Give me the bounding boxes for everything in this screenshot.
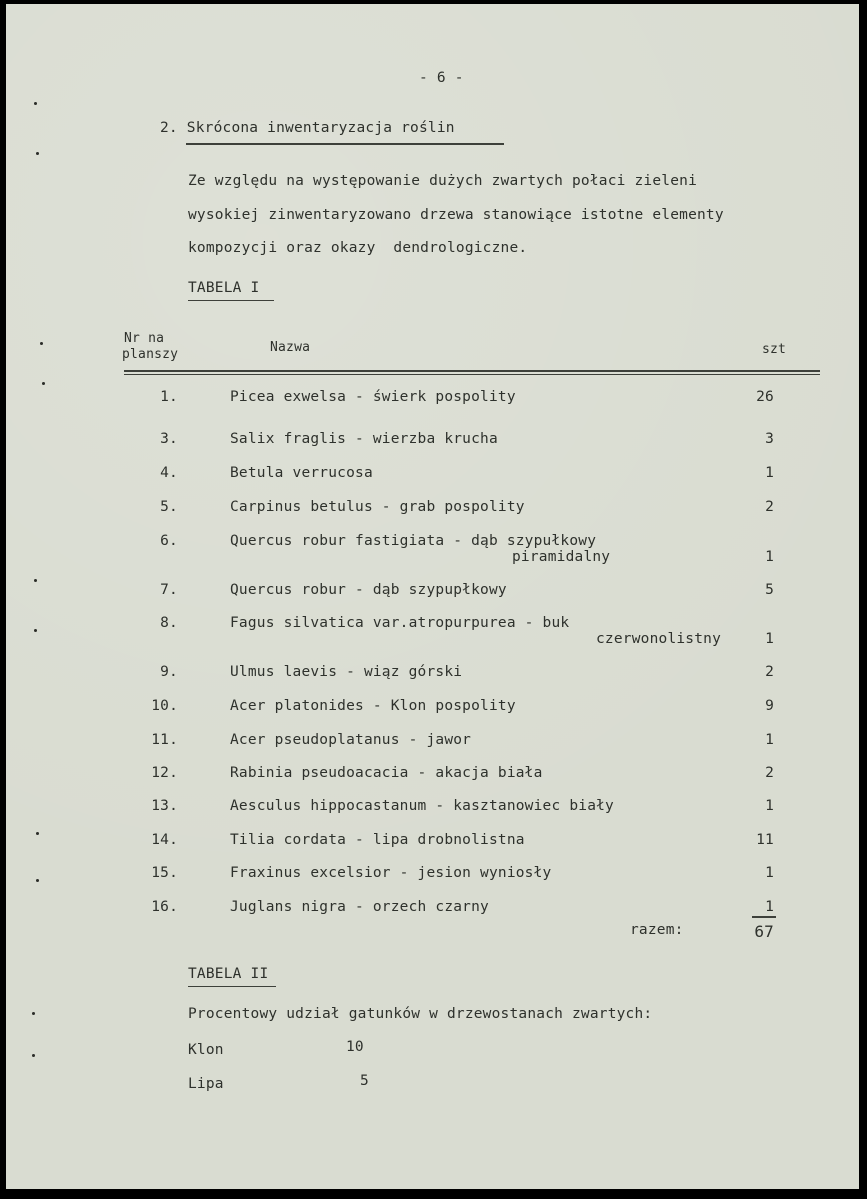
row-name: Rabinia pseudoacacia - akacja biała [230, 765, 543, 781]
document-page [6, 4, 859, 1189]
row-name: Aesculus hippocastanum - kasztanowiec biały [230, 798, 614, 814]
row-quantity: 1 [765, 732, 774, 748]
row-name: Acer platonides - Klon pospolity [230, 698, 516, 714]
row-quantity: 1 [765, 465, 774, 481]
intro-line: Ze względu na występowanie dużych zwartych połaci zieleni [188, 173, 697, 189]
total-value: 67 [754, 922, 774, 941]
margin-mark [34, 579, 37, 582]
row-name: Acer pseudoplatanus - jawor [230, 732, 472, 748]
row-number: 3. [160, 431, 178, 447]
intro-line: kompozycji oraz okazy dendrologiczne. [188, 240, 528, 256]
species-percent: 5 [360, 1073, 369, 1089]
row-number: 9. [160, 664, 178, 680]
total-rule [752, 916, 776, 918]
species-percent: 10 [346, 1039, 364, 1055]
table1-caption: TABELA I [188, 280, 260, 296]
header-nr: planszy [122, 347, 179, 362]
margin-mark [40, 342, 43, 345]
margin-mark [36, 832, 39, 835]
margin-mark [42, 382, 45, 385]
row-name: Carpinus betulus - grab pospolity [230, 499, 525, 515]
row-quantity: 1 [765, 899, 774, 915]
header-name: Nazwa [270, 340, 311, 355]
row-name: Betula verrucosa [230, 465, 373, 481]
row-name-continued: czerwonolistny [596, 631, 722, 647]
row-number: 7. [160, 582, 178, 598]
row-number: 4. [160, 465, 178, 481]
row-number: 8. [160, 615, 178, 631]
row-number: 11. [151, 732, 178, 748]
table2-intro: Procentowy udział gatunków w drzewostanach zwartych: [188, 1006, 653, 1022]
row-number: 12. [151, 765, 178, 781]
row-quantity: 2 [765, 765, 774, 781]
row-number: 6. [160, 533, 178, 549]
margin-mark [32, 1054, 35, 1057]
row-name-continued: piramidalny [512, 549, 611, 565]
table1-header-rule [124, 374, 820, 375]
row-name: Fraxinus excelsior - jesion wyniosły [230, 865, 552, 881]
species-name: Klon [188, 1042, 224, 1058]
row-number: 5. [160, 499, 178, 515]
header-qty: szt [762, 342, 787, 357]
row-quantity: 1 [765, 631, 774, 647]
margin-mark [34, 629, 37, 632]
row-name: Ulmus laevis - wiąz górski [230, 664, 463, 680]
row-name: Picea exwelsa - świerk pospolity [230, 389, 516, 405]
table1-header-rule [124, 370, 820, 372]
row-number: 15. [151, 865, 178, 881]
row-name: Tilia cordata - lipa drobnolistna [230, 832, 525, 848]
row-quantity: 26 [756, 389, 774, 405]
row-quantity: 11 [756, 832, 774, 848]
row-quantity: 1 [765, 549, 774, 565]
section-title: 2. Skrócona inwentaryzacja roślin [160, 120, 455, 136]
row-name: Quercus robur fastigiata - dąb szypułkowy [230, 533, 597, 549]
row-quantity: 1 [765, 865, 774, 881]
row-quantity: 1 [765, 798, 774, 814]
row-number: 10. [151, 698, 178, 714]
row-number: 14. [151, 832, 178, 848]
row-number: 13. [151, 798, 178, 814]
row-name: Quercus robur - dąb szypupłkowy [230, 582, 507, 598]
row-quantity: 2 [765, 664, 774, 680]
row-quantity: 2 [765, 499, 774, 515]
margin-mark [36, 152, 39, 155]
table2-caption: TABELA II [188, 966, 269, 982]
row-quantity: 9 [765, 698, 774, 714]
total-label: razem: [630, 922, 684, 938]
row-number: 1. [160, 389, 178, 405]
section-title-underline [186, 143, 504, 145]
row-quantity: 3 [765, 431, 774, 447]
table2-caption-underline [188, 986, 276, 987]
species-name: Lipa [188, 1076, 224, 1092]
margin-mark [36, 879, 39, 882]
header-nr: Nr na [124, 331, 165, 346]
page-number: - 6 - [419, 70, 464, 86]
row-name: Salix fraglis - wierzba krucha [230, 431, 498, 447]
row-number: 16. [151, 899, 178, 915]
row-quantity: 5 [765, 582, 774, 598]
margin-mark [34, 102, 37, 105]
margin-mark [32, 1012, 35, 1015]
intro-line: wysokiej zinwentaryzowano drzewa stanowiące istotne elementy [188, 207, 724, 223]
table1-caption-underline [188, 300, 274, 301]
row-name: Fagus silvatica var.atropurpurea - buk [230, 615, 570, 631]
row-name: Juglans nigra - orzech czarny [230, 899, 489, 915]
